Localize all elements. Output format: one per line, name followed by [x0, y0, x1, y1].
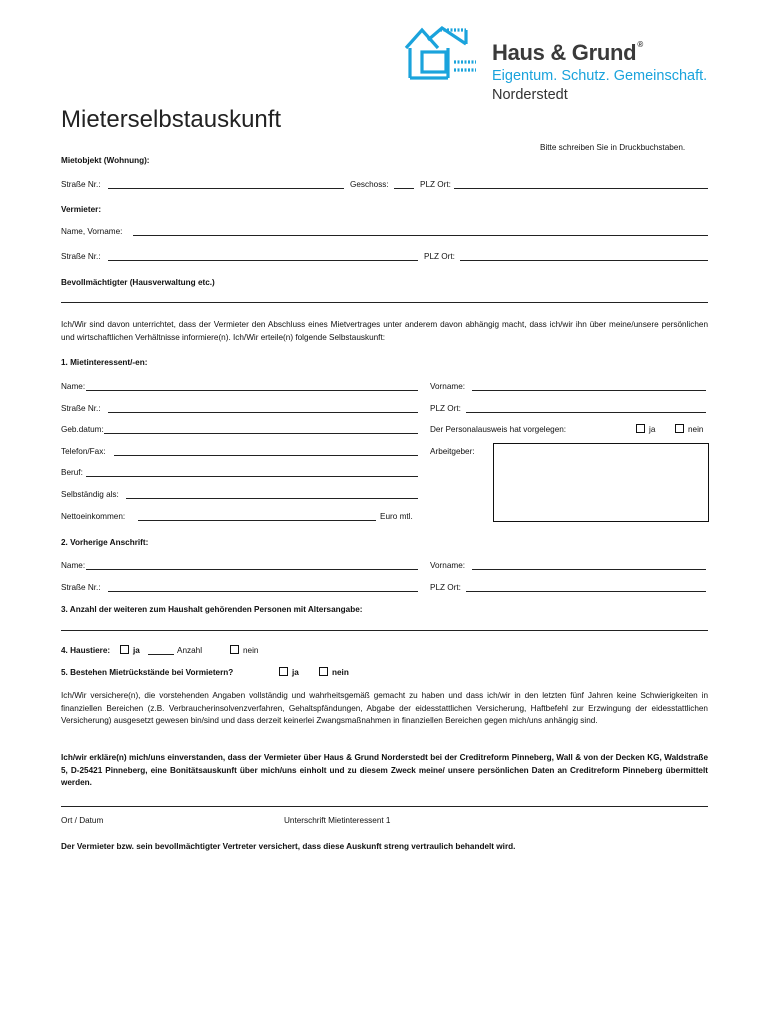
- signature-unterschrift-label: Unterschrift Mietinteressent 1: [284, 816, 391, 825]
- vermieter-plz-field[interactable]: [460, 260, 708, 261]
- consent-paragraph: Ich/wir erkläre(n) mich/uns einverstanden, dass der Vermieter über Haus & Grund Norderstedt bei der Creditreform Pinneberg, Wall & von der Decken KG, Waldstraße 5, D-25421 Pinneberg, eine Bonitätsauskunft über mich/uns einholt und zu diesem Zweck meine/ unsere persönlichen Daten an Creditreform Pinneberg übermittelt werden.: [61, 753, 708, 787]
- declaration-paragraph: Ich/Wir versichere(n), die vorstehenden Angaben vollständig und wahrheitsgemäß gemacht zu haben und dass ich/wir in den letzten fünf Jahren keine Schwierigkeiten in finanziellen Bereichen (z.B. Verbraucherinsolvenzverfahren, Gehaltspfändungen, Abgabe der eidesstattlichen Versicherung, Haftbefehl zur Erzwingung der eidesstattlichen Versicherung) ausgesetzt gewesen bin/sind und dass derzeit keinerlei Zwangsmaßnahmen in finanziellen Bereichen gegen mich/uns anhängig sind.: [61, 691, 708, 725]
- s1-arbeitgeber-box[interactable]: [493, 443, 709, 522]
- s2-name-field[interactable]: [86, 569, 418, 570]
- checkbox-icon: [636, 424, 645, 433]
- page-title: Mieterselbstauskunft: [61, 106, 282, 133]
- s1-tel-field[interactable]: [114, 455, 418, 456]
- logo-location: Norderstedt: [492, 87, 568, 103]
- s4-nein-label: nein: [243, 646, 259, 655]
- house-logo-icon: [404, 26, 488, 84]
- s5-ja-label: ja: [292, 668, 299, 677]
- logo-tagline: Eigentum. Schutz. Gemeinschaft.: [492, 68, 708, 84]
- s1-tel-label: Telefon/Fax:: [61, 447, 106, 456]
- s2-vorname-field[interactable]: [472, 569, 706, 570]
- s1-netto-field[interactable]: [138, 520, 376, 521]
- s1-ausweis-nein[interactable]: [675, 424, 703, 434]
- section3-heading: 3. Anzahl der weiteren zum Haushalt gehörenden Personen mit Altersangabe:: [61, 605, 363, 614]
- s2-vorname-label: Vorname:: [430, 561, 466, 570]
- mietobjekt-plz-label: PLZ Ort:: [420, 180, 451, 189]
- checkbox-icon: [319, 667, 328, 676]
- s4-ja[interactable]: [120, 645, 140, 655]
- vermieter-street-field[interactable]: [108, 260, 418, 261]
- s5-nein-label: nein: [332, 668, 349, 677]
- s1-street-label: Straße Nr.:: [61, 404, 101, 413]
- s2-street-label: Straße Nr.:: [61, 583, 101, 592]
- footer-note: Der Vermieter bzw. sein bevollmächtigter Vertreter versichert, dass diese Auskunft streng vertraulich behandelt wird.: [61, 842, 516, 851]
- s4-ja-label: ja: [133, 646, 140, 655]
- s1-netto-label: Nettoeinkommen:: [61, 512, 126, 521]
- s1-name-label: Name:: [61, 382, 86, 391]
- s1-plz-label: PLZ Ort:: [430, 404, 461, 413]
- instruction-text: Bitte schreiben Sie in Druckbuchstaben.: [540, 143, 686, 152]
- s1-beruf-label: Beruf:: [61, 468, 83, 477]
- mietobjekt-street-field[interactable]: [108, 188, 344, 189]
- s1-ausweis-ja-label: ja: [649, 425, 656, 434]
- checkbox-icon: [230, 645, 239, 654]
- s1-arbeitgeber-label: Arbeitgeber:: [430, 447, 475, 456]
- mietobjekt-heading: Mietobjekt (Wohnung):: [61, 156, 150, 165]
- s3-field[interactable]: [61, 630, 708, 631]
- s1-geb-label: Geb.datum:: [61, 425, 104, 434]
- vermieter-plz-label: PLZ Ort:: [424, 252, 455, 261]
- s4-label: 4. Haustiere:: [61, 646, 111, 655]
- s1-ausweis-nein-label: nein: [688, 425, 704, 434]
- s1-ausweis-ja[interactable]: [636, 424, 655, 434]
- mietobjekt-street-label: Straße Nr.:: [61, 180, 101, 189]
- s4-anzahl-field[interactable]: [148, 654, 174, 655]
- signature-ort-label: Ort / Datum: [61, 816, 104, 825]
- s1-street-field[interactable]: [108, 412, 418, 413]
- s5-ja[interactable]: [279, 667, 299, 677]
- checkbox-icon: [120, 645, 129, 654]
- vermieter-name-label: Name, Vorname:: [61, 227, 123, 236]
- s5-nein[interactable]: [319, 667, 349, 677]
- s4-nein[interactable]: [230, 645, 258, 655]
- s1-selbst-label: Selbständig als:: [61, 490, 119, 499]
- bevollmaechtigter-field[interactable]: [61, 302, 708, 303]
- s1-beruf-field[interactable]: [86, 476, 418, 477]
- s1-name-field[interactable]: [86, 390, 418, 391]
- s4-anzahl-label: Anzahl: [177, 646, 203, 655]
- logo-name: Haus & Grund: [492, 40, 637, 65]
- bevollmaechtigter-heading: Bevollmächtigter (Hausverwaltung etc.): [61, 278, 215, 287]
- checkbox-icon: [675, 424, 684, 433]
- s1-geb-field[interactable]: [104, 433, 418, 434]
- vermieter-heading: Vermieter:: [61, 205, 102, 214]
- checkbox-icon: [279, 667, 288, 676]
- s2-name-label: Name:: [61, 561, 86, 570]
- s1-selbst-field[interactable]: [126, 498, 418, 499]
- s5-label: 5. Bestehen Mietrückstände bei Vormietern?: [61, 668, 234, 677]
- mietobjekt-plz-field[interactable]: [454, 188, 708, 189]
- logo-registered: ®: [637, 40, 643, 49]
- mietobjekt-floor-field[interactable]: [394, 188, 414, 189]
- vermieter-name-field[interactable]: [133, 235, 708, 236]
- s1-netto-unit: Euro mtl.: [380, 512, 413, 521]
- signature-line[interactable]: [61, 806, 708, 807]
- s2-plz-field[interactable]: [466, 591, 706, 592]
- s1-vorname-field[interactable]: [472, 390, 706, 391]
- s2-plz-label: PLZ Ort:: [430, 583, 461, 592]
- vermieter-street-label: Straße Nr.:: [61, 252, 101, 261]
- s1-ausweis-label: Der Personalausweis hat vorgelegen:: [430, 425, 567, 434]
- section2-heading: 2. Vorherige Anschrift:: [61, 538, 149, 547]
- s2-street-field[interactable]: [108, 591, 418, 592]
- intro-paragraph: Ich/Wir sind davon unterrichtet, dass der Vermieter den Abschluss eines Mietvertrages unter anderem davon abhängig macht, dass ich/wir ihn über meine/unsere persönlichen und wirtschaftlichen Verhältnisse informiere(n). Ich/Wir erteile(n) folgende Selbstauskunft:: [61, 320, 708, 342]
- s1-vorname-label: Vorname:: [430, 382, 466, 391]
- s1-plz-field[interactable]: [466, 412, 706, 413]
- mietobjekt-floor-label: Geschoss:: [350, 180, 389, 189]
- section1-heading: 1. Mietinteressent/-en:: [61, 358, 148, 367]
